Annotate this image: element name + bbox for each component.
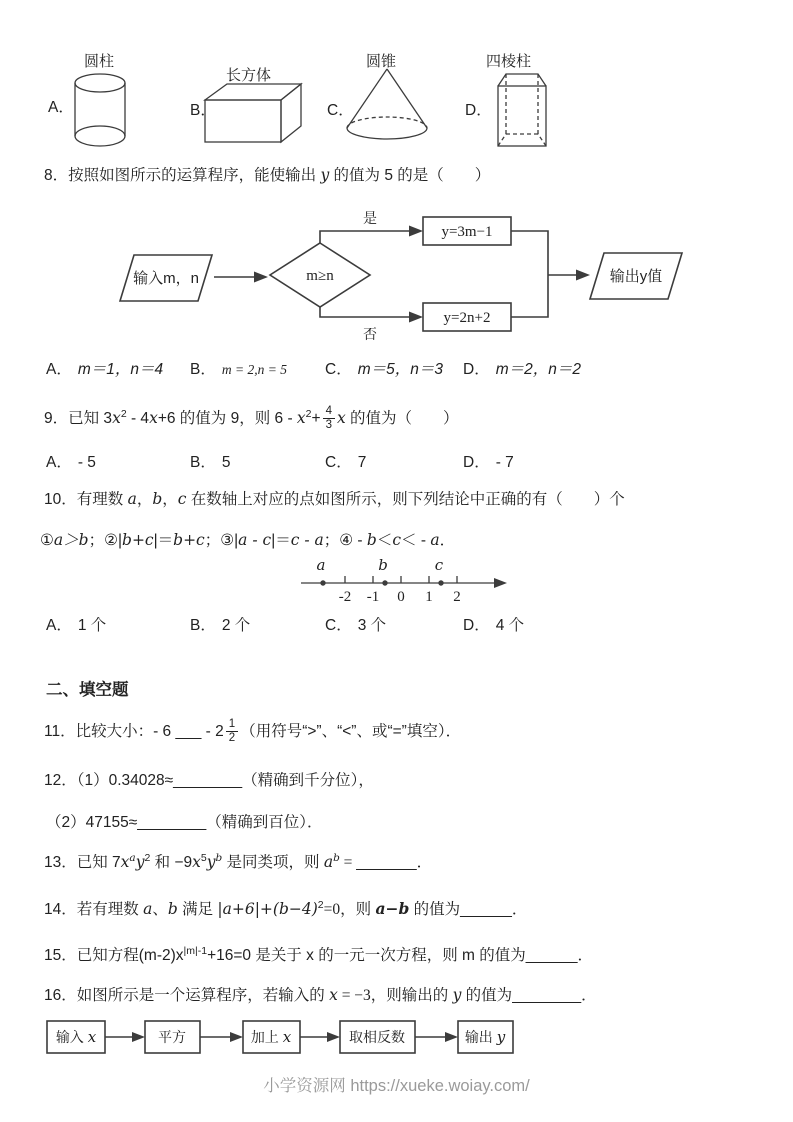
q13-exp-b2: b <box>333 852 340 864</box>
question-13 <box>44 850 432 872</box>
q10-m2: b+c <box>122 531 154 549</box>
tick-label: 1 <box>425 589 433 605</box>
q10-option-d <box>463 613 524 635</box>
q10-option-d-text: 4 个 <box>495 617 525 634</box>
q9-exp-2: 2 <box>305 407 312 420</box>
q9-fraction-denominator: 3 <box>325 419 332 432</box>
q8-option-c-letter: C． <box>325 361 352 378</box>
q9-option-a-text: - 5 <box>77 454 96 471</box>
q13-var-y2: y <box>206 853 216 871</box>
q9-exp-1: 2 <box>120 407 127 420</box>
q11-text-3: （用符号“>”、“<”、或“=”填空）． <box>240 722 462 740</box>
q10-stem-text-2: ， <box>136 491 153 508</box>
q8-flow-no-formula: y=2n+2 <box>443 310 491 326</box>
q16-answer-blank: ________ <box>512 987 582 1004</box>
tick-label: 2 <box>453 589 461 605</box>
q13-var-a: a <box>323 853 334 871</box>
q9-stem-text-3: +6 的值为 9，则 6 - <box>157 409 297 427</box>
q10-option-b-letter: B． <box>190 617 216 634</box>
q8-flow-yes-formula: y=3m−1 <box>441 224 493 240</box>
q14-text-3: 满足 <box>177 901 218 918</box>
q15-answer-blank: ______ <box>525 947 578 964</box>
q16-flow-box-square: 平方 <box>158 1029 186 1045</box>
q10-stem-text-4: 在数轴上对应的点如图所示，则下列结论中正确的有（ ）个 <box>186 491 625 508</box>
q9-option-c-letter: C． <box>325 454 352 471</box>
q8-flowchart <box>118 205 693 350</box>
q10-s7: ＜ <box>376 532 393 549</box>
question-12-part2: （2）47155≈________（精确到百位）． <box>46 814 323 831</box>
point-label-a: a <box>316 556 326 574</box>
q8-flow-output: 输出y值 <box>609 268 663 285</box>
q16-text-3: 的值为 <box>461 987 513 1004</box>
q14-text-2: 、 <box>152 901 168 918</box>
q9-var-x3: x <box>296 408 306 427</box>
shape-option-b-letter: B． <box>190 102 216 119</box>
q9-stem-text-1: 9．已知 3 <box>44 409 113 427</box>
q16-value: = −3 <box>337 987 371 1004</box>
q14-text-5: 的值为 <box>409 901 461 918</box>
q16-var-y: y <box>452 986 462 1004</box>
q10-m7: c <box>392 531 402 549</box>
q14-var-a: a <box>143 900 153 918</box>
q9-stem-text-2: - 4 <box>126 409 150 427</box>
question-10-stem <box>44 487 625 509</box>
q10-option-c-text: 3 个 <box>357 617 387 634</box>
q10-option-c-letter: C． <box>325 617 352 634</box>
q8-option-b-text: m = 2,n = 5 <box>221 362 287 377</box>
q11-answer-blank: ___ <box>175 722 202 740</box>
q9-option-b-text: 5 <box>221 454 231 471</box>
q16-flow-b3-label: 加上 <box>250 1029 283 1045</box>
q16-flowchart <box>45 1016 525 1061</box>
question-12-part1: 12．（1）0.34028≈________（精确到千分位）， <box>44 772 374 789</box>
q8-stem-text-2: 的值为 5 的是（ ） <box>329 167 491 184</box>
q16-text-1: 16．如图所示是一个运算程序，若输入的 <box>44 987 330 1004</box>
q16-flow-box-input <box>56 1028 97 1046</box>
q9-option-a <box>46 450 96 472</box>
q11-text-2: - 2 <box>201 722 224 740</box>
q16-flow-box-opposite: 取相反数 <box>349 1029 405 1045</box>
q11-fraction-denominator: 2 <box>228 732 236 745</box>
section-2-title: 二、填空题 <box>46 681 129 699</box>
q11-fraction <box>226 718 238 745</box>
q10-m1: a＞b <box>53 531 89 549</box>
q13-equals: = <box>339 854 357 871</box>
q9-stem-text-4: + <box>311 409 321 427</box>
cylinder-icon <box>72 72 128 148</box>
q8-option-a <box>46 357 163 379</box>
q8-option-a-letter: A． <box>46 361 72 378</box>
q13-var-y1: y <box>135 853 145 871</box>
q10-s9: ． <box>439 532 456 549</box>
q9-option-a-letter: A． <box>46 454 72 471</box>
q10-stem-text-1: 10．有理数 <box>44 491 128 508</box>
q14-answer-blank: ______ <box>460 901 512 918</box>
question-15 <box>44 943 593 965</box>
q10-var-c: c <box>177 490 187 508</box>
q8-flow-condition: m≥n <box>306 268 334 284</box>
q9-option-d-text: - 7 <box>495 454 514 471</box>
tick-label: -1 <box>366 589 380 605</box>
q11-fraction-numerator: 1 <box>226 718 238 732</box>
q10-option-a-text: 1 个 <box>77 617 107 634</box>
q14-var-a-minus-b: a−b <box>375 899 410 918</box>
point-label-b: b <box>378 556 388 574</box>
shape-label-prism: 四棱柱 <box>486 53 532 70</box>
q9-option-d-letter: D． <box>463 454 490 471</box>
q10-var-b: b <box>152 490 163 508</box>
q15-text-3: ． <box>577 947 593 964</box>
q10-statements <box>40 528 455 550</box>
q8-option-b <box>190 357 287 379</box>
shape-option-c-letter: C． <box>327 102 354 119</box>
q16-flow-box-add-x <box>251 1028 292 1046</box>
q10-s3: |＝ <box>153 532 174 549</box>
q10-var-a: a <box>127 490 137 508</box>
question-16 <box>44 983 597 1005</box>
q13-exp-5: 5 <box>200 852 207 864</box>
footer-site-link: 小学资源网 https://xueke.woiay.com/ <box>263 1077 530 1095</box>
q10-stem-text-3: ， <box>162 491 178 508</box>
q10-m3: b+c <box>173 531 205 549</box>
q13-exp-2: 2 <box>144 852 151 864</box>
q8-flow-no-label: 否 <box>363 326 377 342</box>
q10-m8: a <box>430 531 440 549</box>
q8-option-c <box>325 357 443 379</box>
q13-var-x1: x <box>120 853 130 871</box>
tick-label: -2 <box>338 589 352 605</box>
q10-option-a <box>46 613 106 635</box>
shape-option-a-letter: A． <box>48 99 74 116</box>
q8-flow-input: 输入m，n <box>133 270 199 287</box>
q14-var-b: b <box>167 900 178 918</box>
q16-flow-b1-var: x <box>87 1028 97 1046</box>
q9-fraction <box>323 405 335 432</box>
q13-text-3: 是同类项，则 <box>222 854 324 871</box>
q14-equals-zero: =0 <box>323 901 341 918</box>
q10-s6: ；④ - <box>323 532 367 549</box>
q14-text-6: ． <box>511 901 528 918</box>
q14-exp-2: 2 <box>317 899 324 911</box>
q13-answer-blank: _______ <box>356 854 417 871</box>
q8-flow-yes-label: 是 <box>363 210 377 226</box>
prism-icon <box>490 68 550 148</box>
q10-number-line <box>295 556 520 608</box>
q9-option-c <box>325 450 366 472</box>
cone-icon <box>340 64 432 150</box>
q9-option-b <box>190 450 230 472</box>
point-label-c: c <box>434 556 444 574</box>
q15-text-1: 15．已知方程(m-2)x <box>44 947 184 964</box>
q16-flow-b5-label: 输出 <box>464 1029 497 1045</box>
q16-text-2: ，则输出的 <box>370 987 453 1004</box>
q9-option-c-text: 7 <box>357 454 367 471</box>
tick-label: 0 <box>397 589 405 605</box>
q9-option-d <box>463 450 514 472</box>
q16-flow-box-output <box>465 1028 506 1046</box>
q13-text-4: ． <box>416 854 433 871</box>
q10-s5: |＝ <box>271 532 291 549</box>
shape-label-cuboid: 长方体 <box>226 67 272 84</box>
q10-option-d-letter: D． <box>463 617 490 634</box>
question-11 <box>44 718 461 745</box>
q10-m6: b <box>366 531 377 549</box>
q13-text-2: 和 −9 <box>150 854 193 871</box>
q8-stem-text-1: 8．按照如图所示的运算程序，能使输出 <box>44 167 321 184</box>
q14-expression: |a+6|+(b−4) <box>217 900 318 918</box>
q10-m5: c - a <box>290 531 324 549</box>
q9-var-x2: x <box>149 408 158 427</box>
question-9-stem <box>44 405 459 432</box>
q16-flow-b1-label: 输入 <box>55 1029 88 1045</box>
q10-s8: ＜ - <box>401 532 431 549</box>
q10-option-b-text: 2 个 <box>221 617 251 634</box>
q10-s2: ；②| <box>88 532 123 549</box>
q8-option-c-text: m＝5，n＝3 <box>357 361 443 378</box>
q10-option-c <box>325 613 386 635</box>
q15-exponent: |m|-1 <box>183 945 208 957</box>
q16-flow-b5-var: y <box>496 1028 506 1046</box>
q15-text-2: +16=0 是关于 x 的一元一次方程，则 m 的值为 <box>207 947 526 964</box>
q9-option-b-letter: B． <box>190 454 216 471</box>
q9-var-x1: x <box>112 408 121 427</box>
q13-text-1: 13．已知 7 <box>44 854 121 871</box>
q10-option-b <box>190 613 250 635</box>
shape-label-cylinder: 圆柱 <box>84 53 115 70</box>
q8-option-d-letter: D． <box>463 361 490 378</box>
q13-var-x2: x <box>192 853 201 871</box>
q8-stem-var-y: y <box>320 166 330 184</box>
q10-s1: ① <box>40 532 54 549</box>
question-8-stem <box>44 163 490 185</box>
shape-label-cone: 圆锥 <box>366 53 397 70</box>
q14-text-4: ，则 <box>340 901 376 918</box>
q13-exp-b: b <box>215 852 223 864</box>
q13-exp-a: a <box>129 852 136 864</box>
q10-s4: ；③| <box>204 532 239 549</box>
q10-m4: a - c <box>238 531 272 549</box>
q9-var-x4: x <box>336 408 346 427</box>
q16-flow-b3-var: x <box>282 1028 292 1046</box>
cuboid-icon <box>203 80 303 144</box>
q16-var-x: x <box>329 986 338 1004</box>
q8-option-d-text: m＝2，n＝2 <box>495 361 581 378</box>
q8-option-a-text: m＝1，n＝4 <box>77 361 164 378</box>
question-14 <box>44 897 527 919</box>
q10-option-a-letter: A． <box>46 617 72 634</box>
q9-fraction-numerator: 4 <box>323 405 335 419</box>
q14-text-1: 14．若有理数 <box>44 901 144 918</box>
q8-option-d <box>463 357 581 379</box>
q9-stem-text-5: 的值为（ ） <box>345 409 459 427</box>
q8-option-b-letter: B． <box>190 361 216 378</box>
q16-text-4: ． <box>581 987 597 1004</box>
q11-text-1: 11．比较大小：- 6 <box>44 722 176 740</box>
shape-option-d-letter: D． <box>465 102 492 119</box>
